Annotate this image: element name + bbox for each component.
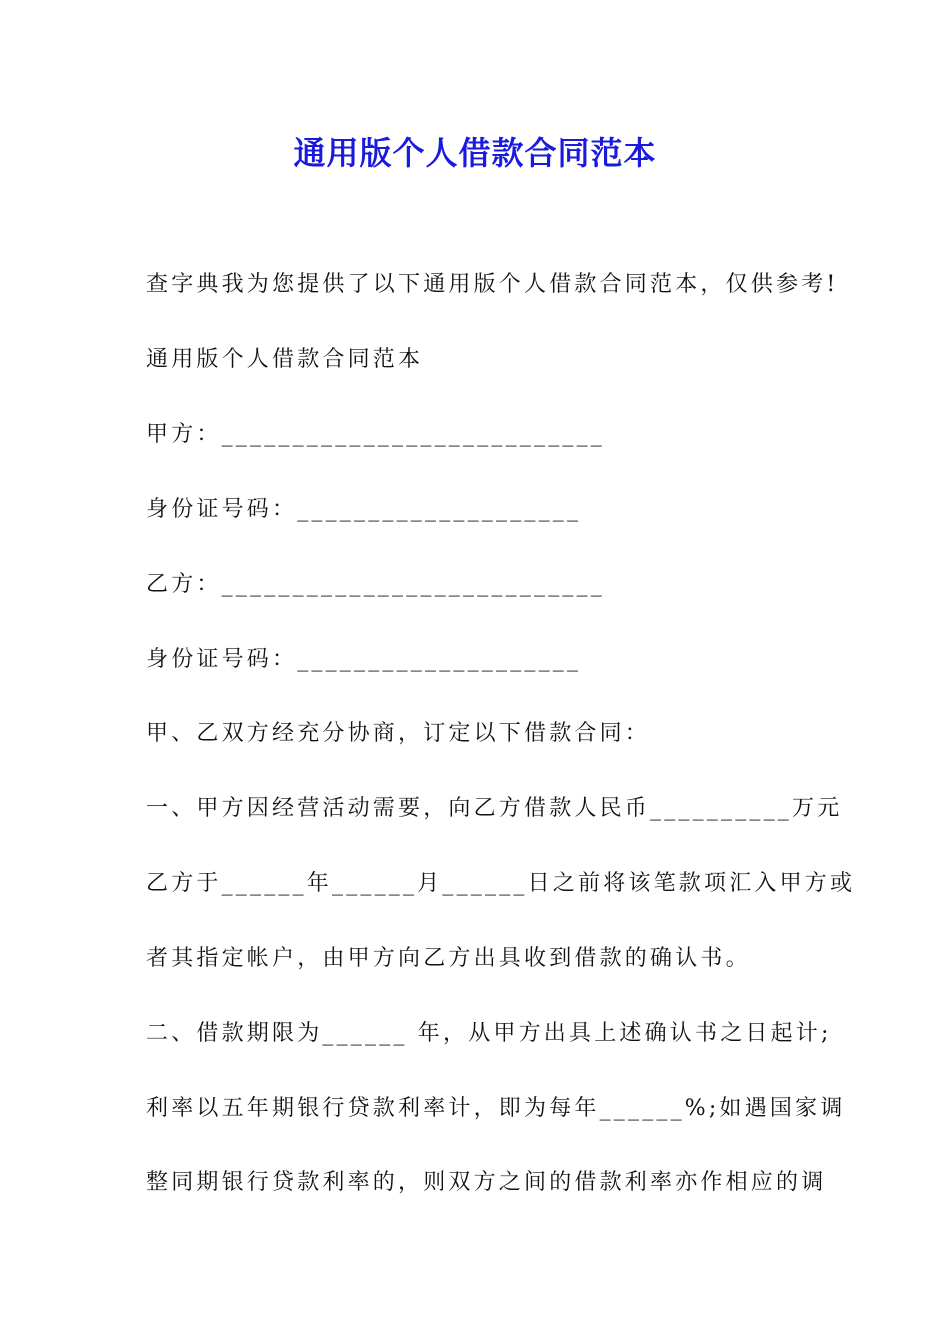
party-b-id-field: 身份证号码：____________________ xyxy=(146,647,582,672)
clause-1-line-1: 一、甲方因经营活动需要，向乙方借款人民币__________万元 xyxy=(146,796,843,821)
clause-1-line-2: 乙方于______年______月______日之前将该笔款项汇入甲方或 xyxy=(146,871,856,896)
party-a-field: 甲方：___________________________ xyxy=(146,422,606,447)
clause-2-line-1: 二、借款期限为______ 年，从甲方出具上述确认书之日起计; xyxy=(146,1021,832,1046)
contract-heading: 通用版个人借款合同范本 xyxy=(146,347,424,372)
intro-paragraph: 查字典我为您提供了以下通用版个人借款合同范本，仅供参考! xyxy=(146,272,839,297)
clause-2-line-3: 整同期银行贷款利率的，则双方之间的借款利率亦作相应的调 xyxy=(146,1170,827,1195)
clause-2-line-2: 利率以五年期银行贷款利率计，即为每年______%;如遇国家调 xyxy=(146,1096,846,1121)
agreement-intro: 甲、乙双方经充分协商，订定以下借款合同： xyxy=(146,721,651,746)
party-a-id-field: 身份证号码：____________________ xyxy=(146,497,582,522)
clause-1-line-3: 者其指定帐户，由甲方向乙方出具收到借款的确认书。 xyxy=(146,946,751,971)
party-b-field: 乙方：___________________________ xyxy=(146,572,606,597)
document-title: 通用版个人借款合同范本 xyxy=(293,134,657,172)
